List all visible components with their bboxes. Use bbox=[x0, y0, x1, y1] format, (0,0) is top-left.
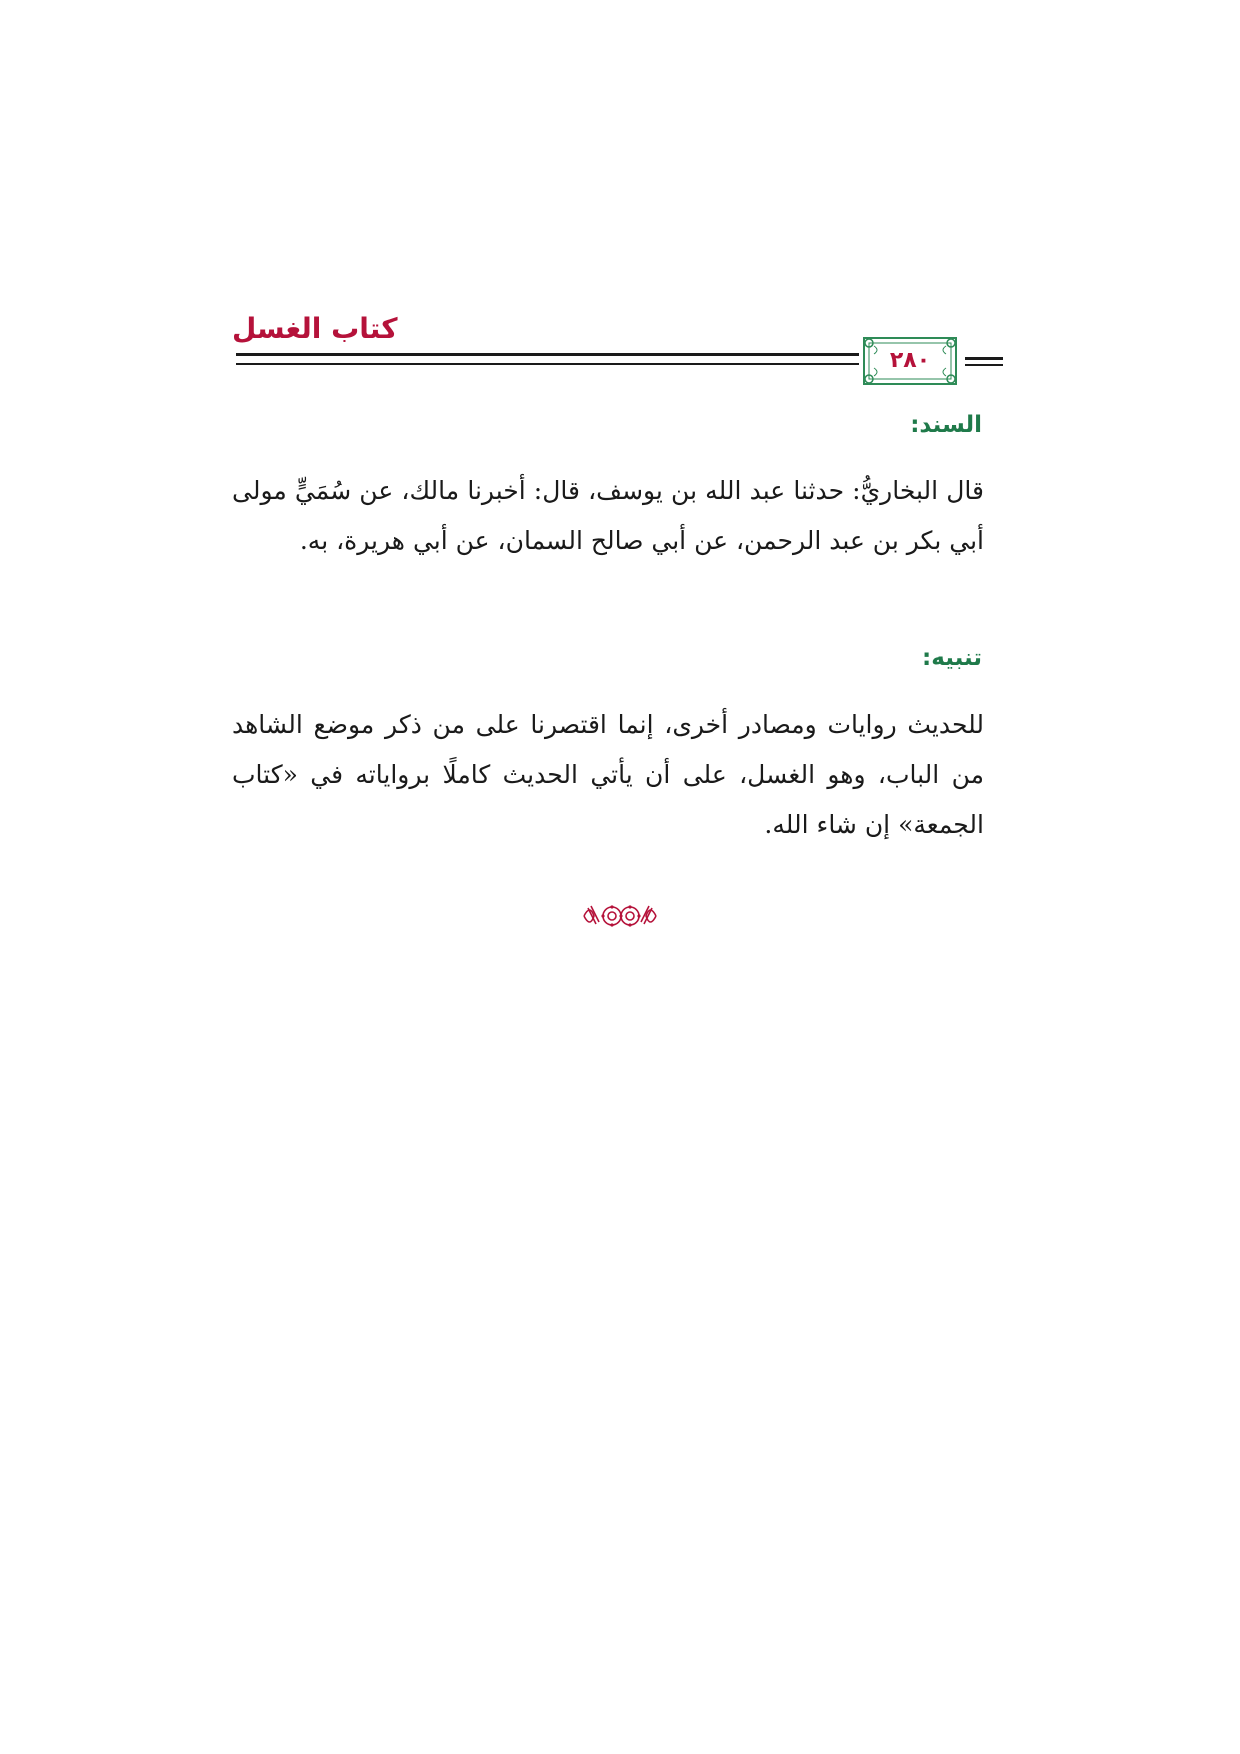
sanad-paragraph: قال البخاريُّ: حدثنا عبد الله بن يوسف، قال: أخبرنا مالك، عن سُمَيٍّ مولى أبي بكر بن عبد الرحمن، عن أبي صالح السمان، عن أبي هريرة، به. bbox=[232, 476, 984, 555]
floral-ornament-icon bbox=[580, 898, 660, 934]
tanbih-paragraph: للحديث روايات ومصادر أخرى، إنما اقتصرنا على من ذكر موضع الشاهد من الباب، وهو الغسل، على أن يأتي الحديث كاملًا برواياته في «كتاب الجمعة» إن شاء الله. bbox=[232, 710, 984, 839]
page-number: ٢٨٠ bbox=[889, 348, 931, 373]
header-rule-right-thick bbox=[965, 357, 1003, 360]
header-rule-thick bbox=[236, 353, 859, 356]
chapter-title: كتاب الغسل bbox=[232, 312, 398, 345]
sanad-heading: السند: bbox=[910, 412, 982, 438]
page-number-frame bbox=[862, 336, 958, 386]
header-rule-thin bbox=[236, 363, 859, 365]
header-rule-right-thin bbox=[965, 364, 1003, 366]
tanbih-heading: تنبيه: bbox=[922, 645, 982, 671]
